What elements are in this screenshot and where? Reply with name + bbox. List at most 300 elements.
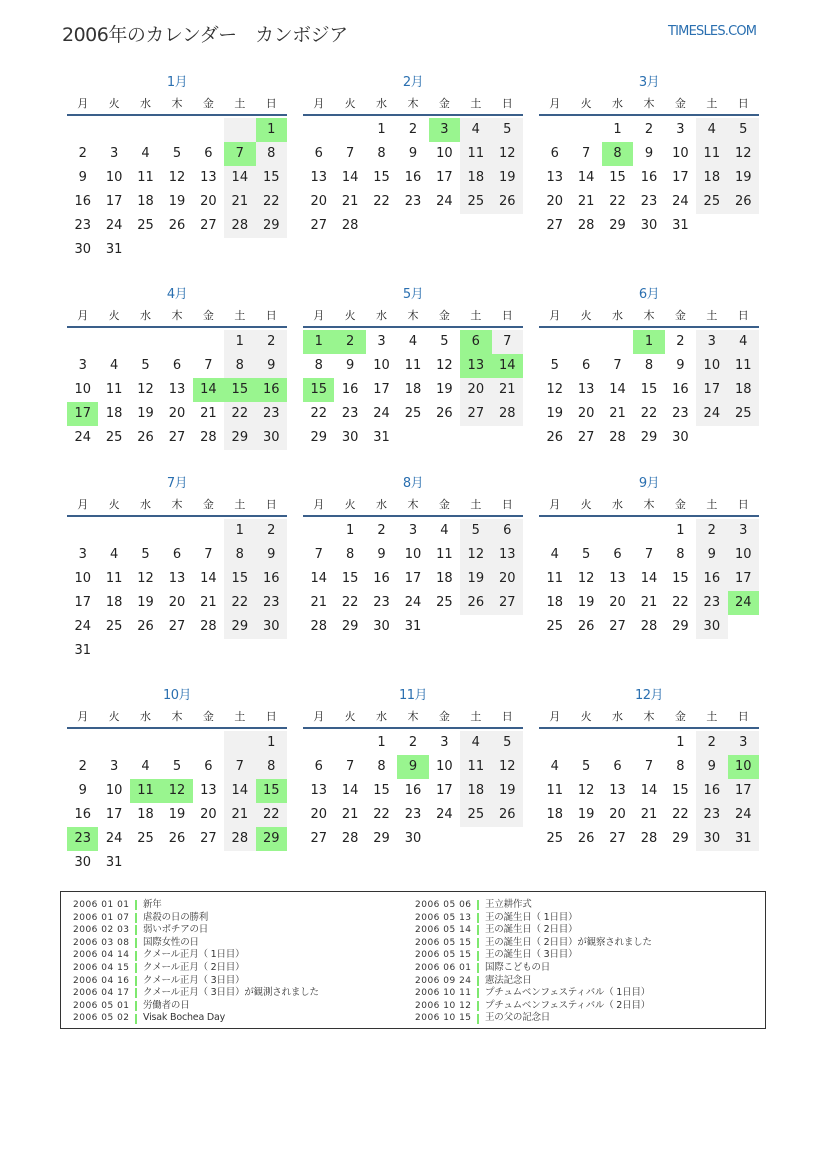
empty-cell xyxy=(98,519,129,543)
day-cell: 18 xyxy=(460,166,491,190)
day-cell: 3 xyxy=(696,330,727,354)
day-cell: 9 xyxy=(345,358,355,373)
empty-cell xyxy=(130,519,161,543)
day-cell: 2 xyxy=(408,122,418,137)
empty-cell xyxy=(570,330,601,354)
weekday-label: 金 xyxy=(674,498,686,511)
day-cell: 10 xyxy=(373,358,390,373)
holiday-date: 2006 04 14 xyxy=(73,950,130,961)
holiday-day-cell: 9 xyxy=(397,755,428,779)
day-cell: 13 xyxy=(168,571,186,586)
empty-cell xyxy=(539,330,570,354)
day-cell: 30 xyxy=(74,242,91,257)
empty-cell xyxy=(161,731,192,755)
day-cell: 24 xyxy=(373,406,390,421)
holiday-name: クメール正月（ 2日目） xyxy=(143,961,245,973)
empty-cell xyxy=(539,731,570,755)
day-cell: 9 xyxy=(696,755,727,779)
day-cell: 11 xyxy=(460,755,491,779)
day-cell: 21 xyxy=(310,595,327,610)
day-cell: 20 xyxy=(200,194,217,209)
empty-cell xyxy=(334,731,365,755)
holiday-day-cell: 13 xyxy=(460,354,491,378)
day-cell: 16 xyxy=(341,382,359,397)
day-cell: 17 xyxy=(728,567,759,591)
weekday-label: 月 xyxy=(313,97,325,110)
holiday-row xyxy=(415,962,652,975)
day-cell: 17 xyxy=(74,595,91,610)
holiday-name: プチュムベンフェスティバル（ 2日目） xyxy=(485,999,651,1011)
weekday-label: 火 xyxy=(580,498,592,511)
weekday-label: 木 xyxy=(171,309,183,322)
day-cell: 8 xyxy=(224,354,255,378)
holiday-row xyxy=(415,899,652,912)
day-cell: 5 xyxy=(141,547,150,562)
day-cell: 10 xyxy=(696,354,727,378)
site-logo[interactable]: TIMESLES.COM xyxy=(668,24,757,39)
day-cell: 22 xyxy=(224,402,255,426)
day-cell: 17 xyxy=(696,378,727,402)
day-cell: 21 xyxy=(640,595,658,610)
day-cell: 17 xyxy=(105,807,123,822)
day-cell: 9 xyxy=(256,354,287,378)
holiday-row xyxy=(415,949,652,962)
day-cell: 8 xyxy=(676,547,685,562)
holiday-name: クメール正月（ 3日目）が観測されました xyxy=(143,987,319,999)
day-cell: 19 xyxy=(577,595,595,610)
empty-cell xyxy=(130,330,161,354)
weekday-label: 土 xyxy=(234,97,246,110)
day-cell: 28 xyxy=(341,218,359,233)
day-cell: 16 xyxy=(373,571,390,586)
day-cell: 24 xyxy=(696,402,727,426)
weekday-label: 土 xyxy=(470,309,482,322)
day-cell: 11 xyxy=(105,382,123,397)
day-grid xyxy=(539,731,759,851)
day-cell: 11 xyxy=(728,354,759,378)
holiday-day-cell: 3 xyxy=(429,118,460,142)
holiday-marker xyxy=(135,913,137,923)
holiday-row xyxy=(73,949,319,962)
weekday-label: 日 xyxy=(265,309,277,322)
day-cell: 16 xyxy=(404,170,422,185)
day-cell: 4 xyxy=(408,334,418,349)
weekday-label: 水 xyxy=(612,710,624,723)
day-grid xyxy=(303,731,523,851)
day-cell: 1 xyxy=(345,523,355,538)
day-cell: 28 xyxy=(200,619,217,634)
day-cell: 31 xyxy=(728,827,759,851)
day-cell: 1 xyxy=(676,735,685,750)
day-cell: 18 xyxy=(460,779,491,803)
day-cell: 6 xyxy=(314,759,323,774)
holiday-marker xyxy=(477,900,479,910)
holiday-date: 2006 04 17 xyxy=(73,988,130,999)
weekday-label: 月 xyxy=(549,710,561,723)
day-cell: 7 xyxy=(492,330,523,354)
day-cell: 26 xyxy=(168,218,186,233)
day-cell: 5 xyxy=(550,358,559,373)
holiday-day-cell: 12 xyxy=(161,779,192,803)
day-cell: 29 xyxy=(341,619,359,634)
day-cell: 5 xyxy=(581,759,591,774)
day-grid xyxy=(303,330,523,450)
holiday-marker xyxy=(135,988,137,998)
weekday-label: 土 xyxy=(470,498,482,511)
day-cell: 28 xyxy=(609,430,626,445)
weekday-label: 日 xyxy=(265,710,277,723)
holiday-row xyxy=(415,975,652,988)
weekday-label: 土 xyxy=(706,309,718,322)
holiday-day-cell: 6 xyxy=(460,330,491,354)
day-cell: 5 xyxy=(581,547,591,562)
day-cell: 12 xyxy=(137,382,154,397)
day-cell: 22 xyxy=(672,595,689,610)
day-cell: 19 xyxy=(546,406,563,421)
day-cell: 20 xyxy=(577,406,595,421)
holiday-row xyxy=(73,912,319,925)
day-cell: 31 xyxy=(404,619,422,634)
weekday-label: 木 xyxy=(407,309,419,322)
day-cell: 16 xyxy=(74,194,91,209)
day-cell: 16 xyxy=(696,779,727,803)
day-cell: 7 xyxy=(314,547,323,562)
day-cell: 27 xyxy=(460,402,491,426)
day-cell: 15 xyxy=(224,567,255,591)
day-cell: 23 xyxy=(696,803,727,827)
day-cell: 28 xyxy=(200,430,217,445)
day-cell: 1 xyxy=(377,735,386,750)
holiday-day-cell: 7 xyxy=(224,142,255,166)
day-cell: 26 xyxy=(546,430,563,445)
weekday-label: 火 xyxy=(108,309,120,322)
day-cell: 29 xyxy=(609,218,626,233)
day-cell: 5 xyxy=(172,146,182,161)
day-cell: 9 xyxy=(78,783,87,798)
day-cell: 21 xyxy=(609,406,626,421)
day-cell: 31 xyxy=(672,218,689,233)
weekday-label: 木 xyxy=(407,498,419,511)
day-cell: 23 xyxy=(696,591,727,615)
day-cell: 8 xyxy=(224,543,255,567)
day-cell: 22 xyxy=(373,807,390,822)
day-cell: 3 xyxy=(78,358,87,373)
weekday-label: 日 xyxy=(265,498,277,511)
day-cell: 7 xyxy=(345,759,355,774)
month-3 xyxy=(539,72,759,238)
empty-cell xyxy=(193,330,224,354)
day-cell: 10 xyxy=(105,783,123,798)
day-cell: 28 xyxy=(224,214,255,238)
day-cell: 14 xyxy=(341,170,359,185)
holiday-row xyxy=(415,912,652,925)
weekday-label: 水 xyxy=(140,97,152,110)
day-cell: 29 xyxy=(256,214,287,238)
holiday-row xyxy=(73,924,319,937)
day-cell: 26 xyxy=(577,619,595,634)
day-cell: 11 xyxy=(696,142,727,166)
day-cell: 24 xyxy=(74,619,91,634)
day-cell: 25 xyxy=(546,619,563,634)
day-grid xyxy=(67,118,287,262)
day-cell: 5 xyxy=(492,118,523,142)
weekday-label: 日 xyxy=(737,498,749,511)
holiday-day-cell: 24 xyxy=(728,591,759,615)
day-cell: 12 xyxy=(728,142,759,166)
day-cell: 3 xyxy=(408,523,418,538)
day-cell: 30 xyxy=(404,831,422,846)
day-cell: 23 xyxy=(341,406,359,421)
weekday-label: 金 xyxy=(438,97,450,110)
day-cell: 18 xyxy=(137,194,154,209)
weekday-header xyxy=(539,495,759,517)
day-cell: 21 xyxy=(200,406,217,421)
day-cell: 16 xyxy=(696,567,727,591)
day-cell: 24 xyxy=(105,831,123,846)
day-cell: 18 xyxy=(404,382,422,397)
day-cell: 23 xyxy=(672,406,689,421)
month-12 xyxy=(539,685,759,851)
day-cell: 10 xyxy=(672,146,689,161)
empty-cell xyxy=(130,731,161,755)
weekday-label: 月 xyxy=(77,309,89,322)
day-cell: 13 xyxy=(200,170,217,185)
day-cell: 23 xyxy=(404,194,422,209)
day-cell: 3 xyxy=(728,519,759,543)
holiday-marker xyxy=(135,925,137,935)
day-cell: 24 xyxy=(404,595,422,610)
weekday-label: 火 xyxy=(580,97,592,110)
weekday-label: 金 xyxy=(674,97,686,110)
day-cell: 12 xyxy=(492,142,523,166)
weekday-label: 水 xyxy=(376,309,388,322)
day-cell: 17 xyxy=(728,779,759,803)
day-cell: 11 xyxy=(404,358,422,373)
holiday-name: 新年 xyxy=(143,899,162,910)
day-cell: 1 xyxy=(613,122,622,137)
day-cell: 3 xyxy=(78,547,87,562)
day-cell: 16 xyxy=(256,567,287,591)
weekday-label: 木 xyxy=(171,498,183,511)
day-cell: 15 xyxy=(609,170,626,185)
empty-cell xyxy=(67,330,98,354)
weekday-label: 水 xyxy=(376,97,388,110)
weekday-label: 日 xyxy=(501,498,513,511)
holiday-name: 王の誕生日（ 1日目） xyxy=(485,911,578,923)
weekday-label: 土 xyxy=(470,710,482,723)
day-cell: 22 xyxy=(224,591,255,615)
day-cell: 2 xyxy=(377,523,386,538)
weekday-header xyxy=(303,707,523,729)
day-cell: 13 xyxy=(546,170,563,185)
day-cell: 14 xyxy=(200,571,217,586)
weekday-label: 金 xyxy=(674,309,686,322)
day-cell: 9 xyxy=(696,543,727,567)
weekday-header xyxy=(67,306,287,328)
holiday-row xyxy=(73,1000,319,1013)
holiday-name: 国際こどもの日 xyxy=(485,961,551,973)
holiday-date: 2006 05 15 xyxy=(415,950,472,961)
day-cell: 29 xyxy=(373,831,390,846)
day-cell: 26 xyxy=(577,831,595,846)
day-cell: 22 xyxy=(373,194,390,209)
day-cell: 5 xyxy=(492,731,523,755)
day-cell: 30 xyxy=(256,426,287,450)
day-cell: 10 xyxy=(105,170,123,185)
day-grid xyxy=(67,519,287,663)
day-cell: 1 xyxy=(256,731,287,755)
holiday-row xyxy=(415,924,652,937)
holiday-row xyxy=(73,937,319,950)
holiday-name: 弱いボチアの日 xyxy=(143,924,209,936)
holiday-marker xyxy=(477,988,479,998)
day-cell: 20 xyxy=(168,595,186,610)
day-cell: 6 xyxy=(314,146,323,161)
weekday-label: 月 xyxy=(549,97,561,110)
day-cell: 22 xyxy=(341,595,359,610)
weekday-label: 水 xyxy=(140,309,152,322)
day-cell: 4 xyxy=(141,759,150,774)
day-cell: 27 xyxy=(168,619,186,634)
holiday-marker xyxy=(477,963,479,973)
day-grid xyxy=(67,731,287,875)
month-name: 7月 xyxy=(166,476,188,491)
day-cell: 9 xyxy=(78,170,87,185)
weekday-label: 水 xyxy=(612,498,624,511)
day-cell: 8 xyxy=(377,146,386,161)
day-cell: 24 xyxy=(728,803,759,827)
day-cell: 11 xyxy=(460,142,491,166)
empty-cell xyxy=(161,118,192,142)
day-cell: 5 xyxy=(728,118,759,142)
day-cell: 18 xyxy=(137,807,154,822)
weekday-label: 日 xyxy=(265,97,277,110)
day-cell: 1 xyxy=(224,519,255,543)
day-cell: 6 xyxy=(492,519,523,543)
day-cell: 3 xyxy=(728,731,759,755)
day-cell: 9 xyxy=(377,547,386,562)
holiday-row xyxy=(415,987,652,1000)
weekday-label: 火 xyxy=(344,710,356,723)
day-cell: 21 xyxy=(577,194,595,209)
day-cell: 20 xyxy=(168,406,186,421)
day-cell: 27 xyxy=(577,430,595,445)
day-cell: 14 xyxy=(609,382,626,397)
day-cell: 26 xyxy=(728,190,759,214)
weekday-label: 月 xyxy=(77,97,89,110)
day-cell: 14 xyxy=(640,571,658,586)
day-cell: 17 xyxy=(436,170,453,185)
day-cell: 31 xyxy=(105,855,123,870)
holiday-row xyxy=(73,1012,319,1025)
holiday-marker xyxy=(477,913,479,923)
month-9 xyxy=(539,473,759,639)
day-cell: 31 xyxy=(105,242,123,257)
weekday-label: 火 xyxy=(344,309,356,322)
day-cell: 18 xyxy=(728,378,759,402)
weekday-label: 月 xyxy=(549,309,561,322)
holiday-day-cell: 10 xyxy=(728,755,759,779)
day-cell: 2 xyxy=(408,735,418,750)
month-name: 6月 xyxy=(638,287,660,302)
holiday-date: 2006 05 02 xyxy=(73,1013,130,1024)
day-cell: 1 xyxy=(676,523,685,538)
empty-cell xyxy=(193,731,224,755)
weekday-label: 火 xyxy=(580,309,592,322)
holiday-name: 王の誕生日（ 2日目）が観察されました xyxy=(485,936,652,948)
holiday-day-cell: 2 xyxy=(334,330,365,354)
holiday-date: 2006 10 11 xyxy=(415,988,472,999)
day-cell: 24 xyxy=(436,194,453,209)
empty-cell xyxy=(224,118,255,142)
month-10 xyxy=(67,685,287,875)
day-cell: 6 xyxy=(172,547,182,562)
day-cell: 21 xyxy=(492,378,523,402)
holiday-date: 2006 04 15 xyxy=(73,962,130,973)
holiday-list-right xyxy=(415,899,652,1025)
day-cell: 28 xyxy=(640,831,658,846)
month-name: 5月 xyxy=(402,287,424,302)
day-cell: 15 xyxy=(373,170,390,185)
day-cell: 6 xyxy=(204,146,213,161)
day-cell: 23 xyxy=(373,595,390,610)
day-cell: 21 xyxy=(224,190,255,214)
day-cell: 3 xyxy=(109,759,119,774)
empty-cell xyxy=(539,118,570,142)
day-cell: 2 xyxy=(696,519,727,543)
holiday-day-cell: 14 xyxy=(492,354,523,378)
day-cell: 29 xyxy=(224,426,255,450)
day-cell: 25 xyxy=(728,402,759,426)
day-cell: 4 xyxy=(460,118,491,142)
holiday-day-cell: 15 xyxy=(256,779,287,803)
weekday-label: 木 xyxy=(171,97,183,110)
month-name: 4月 xyxy=(166,287,188,302)
day-cell: 17 xyxy=(672,170,689,185)
day-cell: 19 xyxy=(460,567,491,591)
holiday-row xyxy=(415,1000,652,1013)
day-cell: 20 xyxy=(609,595,626,610)
holiday-date: 2006 05 14 xyxy=(415,925,472,936)
empty-cell xyxy=(130,118,161,142)
weekday-label: 日 xyxy=(501,309,513,322)
day-cell: 10 xyxy=(436,759,453,774)
day-cell: 1 xyxy=(377,122,386,137)
day-cell: 22 xyxy=(256,803,287,827)
month-11 xyxy=(303,685,523,851)
day-cell: 7 xyxy=(204,358,213,373)
holiday-date: 2006 09 24 xyxy=(415,975,472,986)
holiday-name: クメール正月（ 1日目） xyxy=(143,949,245,961)
day-cell: 30 xyxy=(640,218,658,233)
day-cell: 24 xyxy=(74,430,91,445)
day-cell: 2 xyxy=(78,146,87,161)
weekday-label: 火 xyxy=(344,97,356,110)
day-cell: 7 xyxy=(644,759,654,774)
day-cell: 27 xyxy=(609,619,626,634)
month-1 xyxy=(67,72,287,262)
day-cell: 13 xyxy=(492,543,523,567)
holiday-day-cell: 15 xyxy=(224,378,255,402)
day-cell: 2 xyxy=(644,122,654,137)
weekday-label: 金 xyxy=(202,710,214,723)
day-cell: 24 xyxy=(436,807,453,822)
weekday-label: 金 xyxy=(674,710,686,723)
day-cell: 19 xyxy=(728,166,759,190)
month-name: 2月 xyxy=(402,75,424,90)
day-cell: 8 xyxy=(256,755,287,779)
day-cell: 13 xyxy=(168,382,186,397)
